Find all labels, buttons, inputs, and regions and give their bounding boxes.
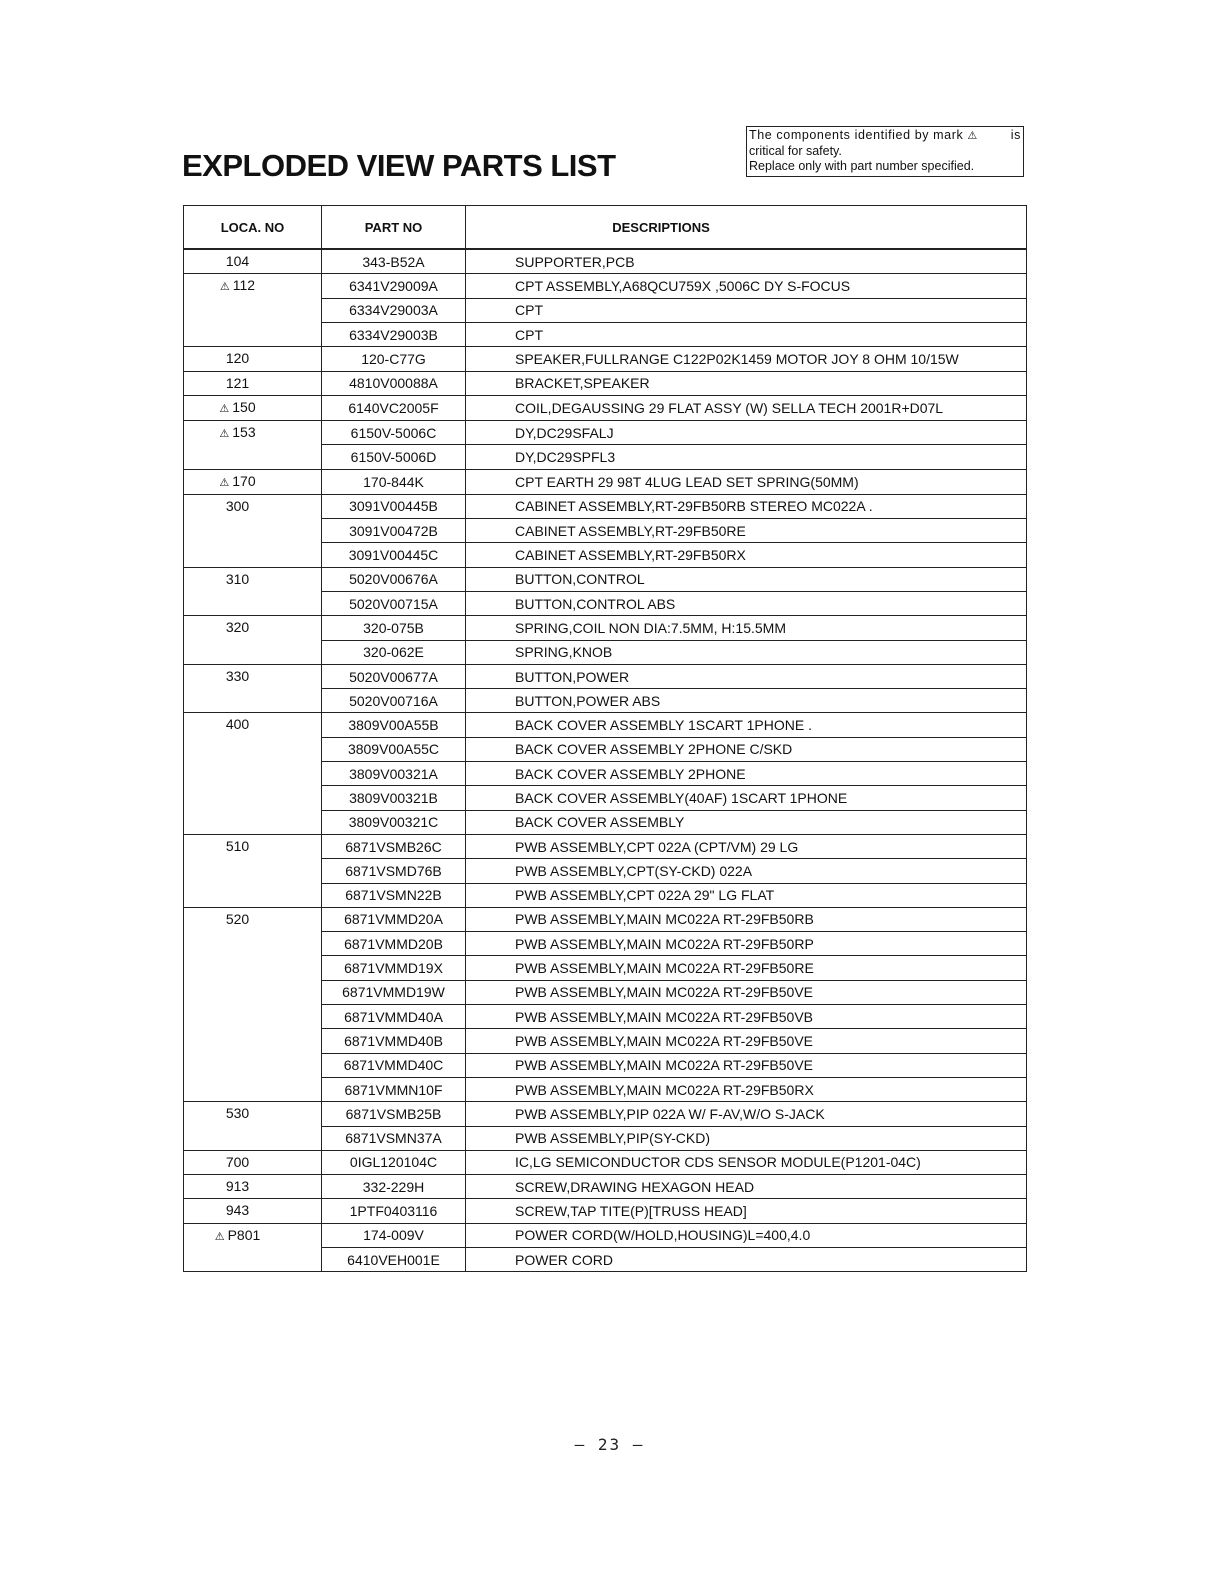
description-cell: PWB ASSEMBLY,CPT 022A 29" LG FLAT [466,883,1027,907]
table-row [184,274,1027,299]
part-no-cell: 6871VMMD20B [322,932,466,956]
part-no-cell: 6150V-5006D [322,445,466,469]
loca-no-cell [184,298,322,322]
part-no-cell: 6871VMMN10F [322,1077,466,1101]
safety-notice [746,126,1024,177]
loca-no: 330 [225,667,250,684]
table-row [184,494,1027,518]
description-cell: PWB ASSEMBLY,MAIN MC022A RT-29FB50VE [466,980,1027,1004]
description-cell: BACK COVER ASSEMBLY [466,810,1027,834]
part-no-cell: 6871VMMD40B [322,1029,466,1053]
part-no-cell: 0IGL120104C [322,1150,466,1174]
loca-no: 104 [225,253,250,269]
part-no-cell: 6871VMMD40A [322,1005,466,1029]
description-cell: SCREW,TAP TITE(P)[TRUSS HEAD] [466,1199,1027,1223]
header-part-no: PART NO [322,206,466,250]
loca-no: 120 [225,350,250,367]
table-row [184,1029,1027,1053]
description-cell: BACK COVER ASSEMBLY(40AF) 1SCART 1PHONE [466,786,1027,810]
part-no-cell: 6871VSMN22B [322,883,466,907]
loca-no-cell [184,980,322,1004]
description-cell: DY,DC29SPFL3 [466,445,1027,469]
part-no-cell: 6871VMMD19W [322,980,466,1004]
table-row [184,298,1027,322]
header-loca-no: LOCA. NO [184,206,322,250]
table-row [184,567,1027,591]
loca-no-cell [184,249,322,274]
description-cell: PWB ASSEMBLY,MAIN MC022A RT-29FB50RB [466,907,1027,931]
loca-no: 400 [225,716,250,733]
description-cell: SUPPORTER,PCB [466,249,1027,274]
table-row [184,519,1027,543]
loca-no: 300 [225,497,250,514]
table-row [184,591,1027,615]
table-row [184,469,1027,494]
part-no-cell: 3091V00445B [322,494,466,518]
table-row [184,932,1027,956]
description-cell: PWB ASSEMBLY,PIP(SY-CKD) [466,1126,1027,1150]
loca-no-cell [184,274,322,299]
loca-no-cell [184,519,322,543]
table-row [184,616,1027,640]
table-row [184,1150,1027,1174]
table-row [184,689,1027,713]
loca-no-cell [184,1029,322,1053]
loca-no-cell [184,494,322,518]
description-cell: PWB ASSEMBLY,MAIN MC022A RT-29FB50VE [466,1029,1027,1053]
loca-no-cell [184,713,322,737]
part-no-cell: 6334V29003B [322,323,466,347]
loca-no-cell [184,956,322,980]
part-no-cell: 3809V00A55C [322,737,466,761]
table-row [184,543,1027,567]
part-no-cell: 6341V29009A [322,274,466,299]
table-row [184,420,1027,445]
loca-no-cell [184,1150,322,1174]
loca-no-cell [184,1199,322,1223]
table-row [184,395,1027,420]
loca-no-cell [184,762,322,786]
part-no-cell: 6150V-5006C [322,420,466,445]
description-cell: PWB ASSEMBLY,CPT(SY-CKD) 022A [466,859,1027,883]
part-no-cell: 6871VSMD76B [322,859,466,883]
loca-no: P801 [227,1226,261,1243]
notice-line-1-end: is [1010,128,1021,142]
loca-no: 320 [225,619,250,636]
loca-no-cell [184,347,322,371]
description-cell: SCREW,DRAWING HEXAGON HEAD [466,1175,1027,1199]
loca-no: 913 [225,1178,250,1195]
part-no-cell: 3809V00321B [322,786,466,810]
table-row [184,1005,1027,1029]
loca-no-cell [184,616,322,640]
table-row [184,737,1027,761]
description-cell: COIL,DEGAUSSING 29 FLAT ASSY (W) SELLA TECH 2001R+D07L [466,395,1027,420]
loca-no-cell [184,591,322,615]
description-cell: PWB ASSEMBLY,MAIN MC022A RT-29FB50RE [466,956,1027,980]
part-no-cell: 332-229H [322,1175,466,1199]
loca-no-cell [184,1077,322,1101]
description-cell: CPT [466,323,1027,347]
description-cell: PWB ASSEMBLY,MAIN MC022A RT-29FB50VE [466,1053,1027,1077]
description-cell: BUTTON,CONTROL [466,567,1027,591]
part-no-cell: 4810V00088A [322,371,466,395]
loca-no-cell [184,907,322,931]
loca-no-cell [184,810,322,834]
header-descriptions: DESCRIPTIONS [466,206,1027,250]
loca-no-cell [184,1223,322,1248]
description-cell: PWB ASSEMBLY,MAIN MC022A RT-29FB50VB [466,1005,1027,1029]
description-cell: PWB ASSEMBLY,MAIN MC022A RT-29FB50RX [466,1077,1027,1101]
table-row [184,1102,1027,1126]
description-cell: PWB ASSEMBLY,CPT 022A (CPT/VM) 29 LG [466,834,1027,858]
loca-no-cell [184,323,322,347]
description-cell: POWER CORD [466,1248,1027,1272]
table-row [184,1199,1027,1223]
table-row [184,907,1027,931]
notice-line-3: Replace only with part number specified. [749,159,975,173]
table-row [184,980,1027,1004]
parts-table-body [184,249,1027,1272]
description-cell: BRACKET,SPEAKER [466,371,1027,395]
table-row [184,810,1027,834]
loca-no: 943 [225,1202,250,1219]
table-row [184,664,1027,688]
part-no-cell: 120-C77G [322,347,466,371]
table-row [184,1175,1027,1199]
part-no-cell: 343-B52A [322,249,466,274]
description-cell: BACK COVER ASSEMBLY 2PHONE C/SKD [466,737,1027,761]
loca-no-cell [184,543,322,567]
table-row [184,786,1027,810]
warning-triangle-icon: ⚠ [219,427,230,440]
description-cell: DY,DC29SFALJ [466,420,1027,445]
loca-no: 170 [232,472,256,489]
part-no-cell: 6871VMMD20A [322,907,466,931]
description-cell: PWB ASSEMBLY,PIP 022A W/ F-AV,W/O S-JACK [466,1102,1027,1126]
description-cell: POWER CORD(W/HOLD,HOUSING)L=400,4.0 [466,1223,1027,1248]
part-no-cell: 6334V29003A [322,298,466,322]
part-no-cell: 320-062E [322,640,466,664]
loca-no-cell [184,664,322,688]
warning-triangle-icon: ⚠ [219,476,230,489]
part-no-cell: 6871VMMD40C [322,1053,466,1077]
part-no-cell: 320-075B [322,616,466,640]
loca-no: 520 [225,910,250,927]
loca-no-cell [184,689,322,713]
page-number: – 23 – [574,1435,645,1454]
warning-triangle-icon: ⚠ [219,402,230,415]
part-no-cell: 5020V00715A [322,591,466,615]
loca-no: 153 [232,423,256,440]
description-cell: CPT [466,298,1027,322]
description-cell: CABINET ASSEMBLY,RT-29FB50RB STEREO MC022A . [466,494,1027,518]
loca-no-cell [184,1053,322,1077]
description-cell: BUTTON,POWER [466,664,1027,688]
loca-no-cell [184,420,322,445]
notice-line-2: critical for safety. [749,144,842,158]
description-cell: SPEAKER,FULLRANGE C122P02K1459 MOTOR JOY 8 OHM 10/15W [466,347,1027,371]
part-no-cell: 3091V00472B [322,519,466,543]
loca-no-cell [184,1248,322,1272]
loca-no-cell [184,834,322,858]
table-row [184,1248,1027,1272]
description-cell: IC,LG SEMICONDUCTOR CDS SENSOR MODULE(P1201-04C) [466,1150,1027,1174]
loca-no: 310 [225,570,250,587]
description-cell: BUTTON,CONTROL ABS [466,591,1027,615]
description-cell: PWB ASSEMBLY,MAIN MC022A RT-29FB50RP [466,932,1027,956]
description-cell: SPRING,COIL NON DIA:7.5MM, H:15.5MM [466,616,1027,640]
table-row [184,713,1027,737]
description-cell: SPRING,KNOB [466,640,1027,664]
table-row [184,834,1027,858]
table-row [184,371,1027,395]
table-row [184,956,1027,980]
loca-no-cell [184,445,322,469]
loca-no-cell [184,883,322,907]
warning-triangle-icon: ⚠ [967,130,978,142]
loca-no-cell [184,859,322,883]
description-cell: BACK COVER ASSEMBLY 2PHONE [466,762,1027,786]
description-cell: BUTTON,POWER ABS [466,689,1027,713]
description-cell: CPT ASSEMBLY,A68QCU759X ,5006C DY S-FOCUS [466,274,1027,299]
part-no-cell: 3809V00A55B [322,713,466,737]
part-no-cell: 3809V00321A [322,762,466,786]
part-no-cell: 174-009V [322,1223,466,1248]
table-row [184,347,1027,371]
table-row [184,859,1027,883]
part-no-cell: 5020V00676A [322,567,466,591]
description-cell: CABINET ASSEMBLY,RT-29FB50RX [466,543,1027,567]
part-no-cell: 6871VMMD19X [322,956,466,980]
loca-no-cell [184,567,322,591]
description-cell: BACK COVER ASSEMBLY 1SCART 1PHONE . [466,713,1027,737]
parts-table [183,205,1027,1272]
table-row [184,1223,1027,1248]
part-no-cell: 6871VSMB25B [322,1102,466,1126]
warning-triangle-icon: ⚠ [219,281,230,294]
loca-no-cell [184,371,322,395]
loca-no: 530 [225,1105,250,1122]
table-header-row [184,206,1027,250]
table-row [184,640,1027,664]
part-no-cell: 6140VC2005F [322,395,466,420]
warning-triangle-icon: ⚠ [214,1230,225,1243]
loca-no-cell [184,737,322,761]
table-row [184,249,1027,274]
loca-no: 700 [225,1153,250,1170]
table-row [184,1053,1027,1077]
loca-no-cell [184,1175,322,1199]
table-row [184,445,1027,469]
part-no-cell: 1PTF0403116 [322,1199,466,1223]
loca-no-cell [184,932,322,956]
part-no-cell: 5020V00716A [322,689,466,713]
table-row [184,323,1027,347]
part-no-cell: 6871VSMB26C [322,834,466,858]
loca-no: 150 [232,398,256,415]
loca-no-cell [184,1126,322,1150]
part-no-cell: 5020V00677A [322,664,466,688]
description-cell: CPT EARTH 29 98T 4LUG LEAD SET SPRING(50MM) [466,469,1027,494]
table-row [184,1126,1027,1150]
part-no-cell: 6871VSMN37A [322,1126,466,1150]
loca-no-cell [184,469,322,494]
loca-no-cell [184,395,322,420]
loca-no-cell [184,640,322,664]
loca-no: 112 [232,277,256,294]
part-no-cell: 6410VEH001E [322,1248,466,1272]
table-row [184,883,1027,907]
loca-no: 121 [225,374,250,391]
loca-no-cell [184,1102,322,1126]
part-no-cell: 170-844K [322,469,466,494]
notice-line-1: The components identified by mark [749,128,964,142]
loca-no-cell [184,1005,322,1029]
description-cell: CABINET ASSEMBLY,RT-29FB50RE [466,519,1027,543]
page-title: EXPLODED VIEW PARTS LIST [182,148,616,183]
loca-no: 510 [225,837,250,854]
table-row [184,762,1027,786]
table-row [184,1077,1027,1101]
loca-no-cell [184,786,322,810]
part-no-cell: 3091V00445C [322,543,466,567]
part-no-cell: 3809V00321C [322,810,466,834]
